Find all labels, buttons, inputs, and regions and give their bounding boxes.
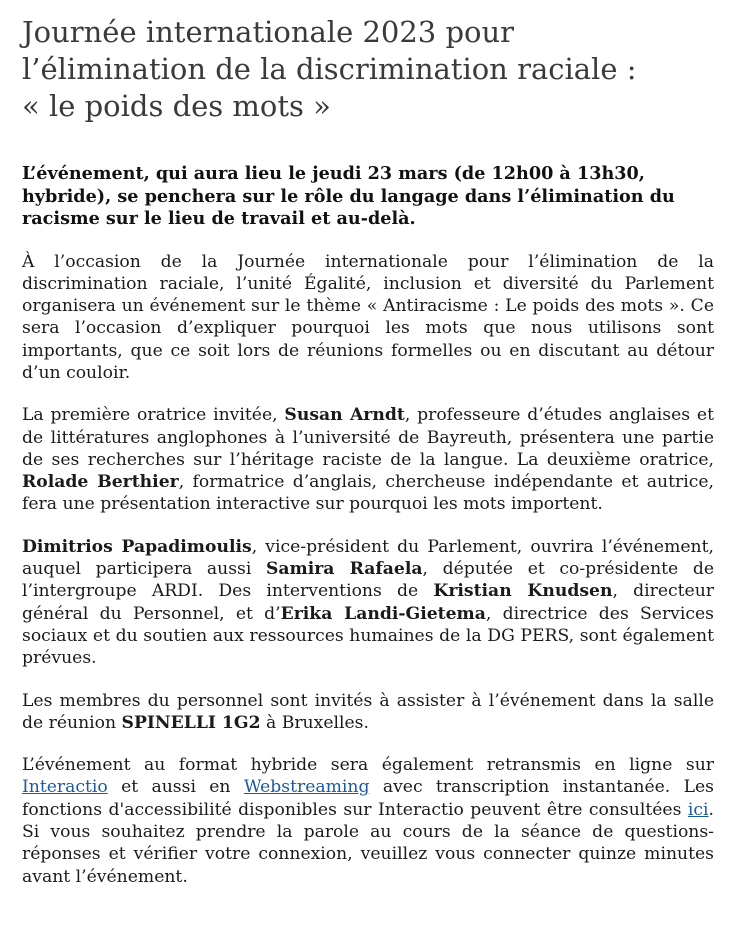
text: , directeur général du Personnel, et d’ bbox=[22, 581, 715, 624]
room-name: SPINELLI 1G2 bbox=[121, 712, 261, 733]
accessibility-link[interactable]: ici bbox=[687, 799, 709, 820]
participant-name: Dimitrios Papadimoulis bbox=[22, 536, 252, 557]
speaker-name: Susan Arndt bbox=[284, 405, 405, 426]
paragraph-streaming bbox=[22, 754, 714, 888]
participant-name: Samira Rafaela bbox=[265, 559, 423, 580]
interactio-link[interactable]: Interactio bbox=[22, 777, 108, 798]
text: et aussi en bbox=[107, 777, 244, 798]
title-line-3: « le poids des mots » bbox=[22, 89, 331, 123]
speaker-name: Rolade Berthier bbox=[22, 472, 179, 493]
text: L’événement au format hybride sera également retransmis en ligne sur bbox=[22, 755, 714, 776]
text: , professeure d’études anglaises et de littératures anglophones à l’université de Bayreuth, présentera une partie de ses recherches sur l’héritage raciste de la langue. La deuxième oratrice, bbox=[22, 405, 714, 470]
text: , formatrice d’anglais, chercheuse indépendante et autrice, fera une présentation interactive sur pourquoi les mots importent. bbox=[22, 472, 715, 515]
text: . Si vous souhaitez prendre la parole au cours de la séance de questions-réponses et vérifier votre connexion, veuillez vous connecter quinze minutes avant l’événement. bbox=[22, 799, 714, 887]
webstreaming-link[interactable]: Webstreaming bbox=[243, 777, 370, 798]
text: avec transcription instantanée. Les fonctions d'accessibilité disponibles sur Interactio peuvent être consultées bbox=[22, 777, 714, 820]
text: , directrice des Services sociaux et du soutien aux ressources humaines de la DG PERS, sont également prévues. bbox=[22, 603, 715, 669]
participant-name: Erika Landi-Gietema bbox=[280, 603, 486, 624]
participant-name: Kristian Knudsen bbox=[433, 581, 613, 602]
text: La première oratrice invitée, bbox=[22, 405, 285, 426]
paragraph-participants bbox=[22, 536, 714, 670]
paragraph-venue bbox=[22, 690, 714, 735]
text: , députée et co-présidente de l’intergroupe ARDI. Des interventions de bbox=[22, 559, 715, 602]
paragraph-context: À l’occasion de la Journée internationale pour l’élimination de la discrimination raciale, l’unité Égalité, inclusion et diversité du Parlement organisera un événement sur le thème « Antiracisme : Le poids des mots ». Ce sera l’occasion d’expliquer pourquoi les mots que nous utilisons sont importants, que ce soit lors de réunions formelles ou en discutant au détour d’un couloir. bbox=[22, 251, 714, 383]
text: Les membres du personnel sont invités à assister à l’événement dans la salle de réunion bbox=[22, 690, 714, 733]
lead-paragraph: L’événement, qui aura lieu le jeudi 23 mars (de 12h00 à 13h30, hybride), se penchera sur le rôle du langage dans l’élimination du racisme sur le lieu de travail et au-delà. bbox=[22, 163, 675, 229]
page-title bbox=[22, 14, 714, 125]
title-line-1: Journée internationale 2023 pour bbox=[22, 15, 515, 49]
paragraph-speakers bbox=[22, 404, 714, 515]
text: à Bruxelles. bbox=[260, 712, 369, 733]
text: , vice-président du Parlement, ouvrira l’événement, auquel participera aussi bbox=[22, 536, 714, 580]
title-line-2: l’élimination de la discrimination raciale : bbox=[22, 52, 637, 86]
